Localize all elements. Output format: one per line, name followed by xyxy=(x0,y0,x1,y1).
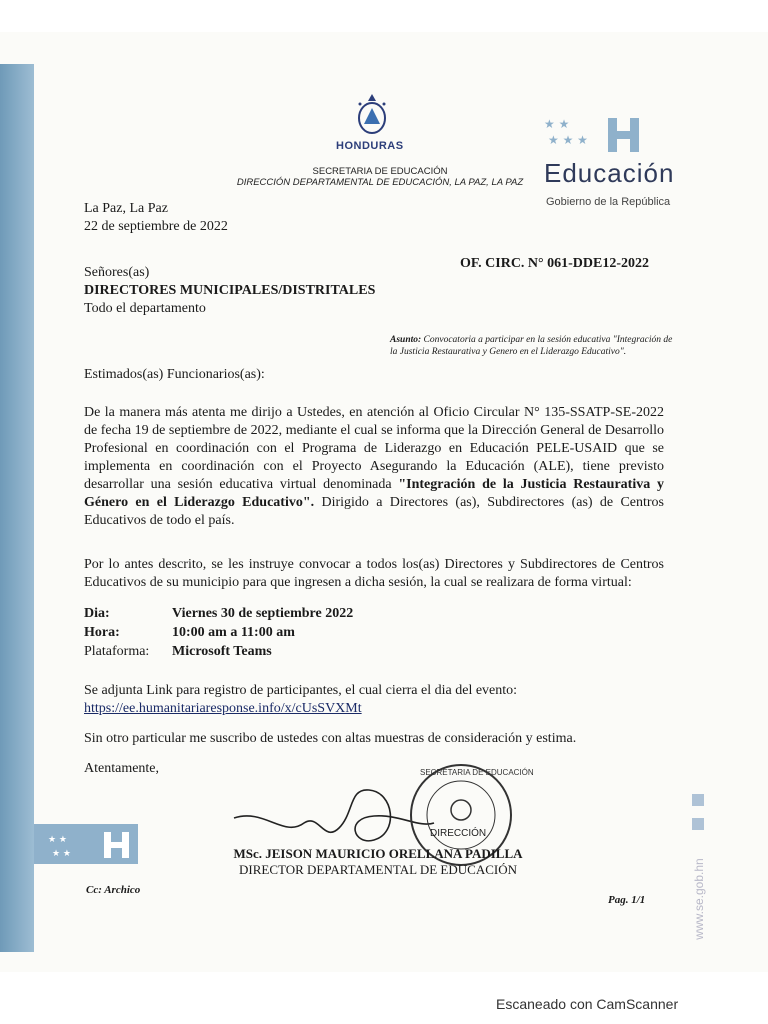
date: 22 de septiembre de 2022 xyxy=(84,219,228,234)
paragraph-1 xyxy=(84,404,664,530)
place: La Paz, La Paz xyxy=(84,201,168,216)
paragraph1-session-title: "Integración de la Justicia Restaurativa y Género en el Liderazgo Educativo". xyxy=(84,477,664,510)
signer-name: MSc. JEISON MAURICIO ORELLANA PADILLA xyxy=(233,846,523,861)
camscanner-watermark: Escaneado con CamScanner xyxy=(496,996,679,1012)
recipient-block xyxy=(84,264,375,318)
recipient-line3: Todo el departamento xyxy=(84,301,206,316)
detail-label: Hora: xyxy=(84,625,120,640)
education-logo-subtitle: Gobierno de la República xyxy=(546,196,671,208)
event-details xyxy=(84,604,353,661)
detail-row-dia xyxy=(84,604,353,623)
detail-label: Plataforma: xyxy=(84,644,150,659)
atentamente: Atentamente, xyxy=(84,761,160,776)
link-intro: Se adjunta Link para registro de participantes, el cual cierra el dia del evento: xyxy=(84,683,518,698)
direccion-label: DIRECCIÓN DEPARTAMENTAL DE EDUCACIÓN, LA PAZ, LA PAZ xyxy=(236,177,524,188)
education-logo-icon xyxy=(544,116,654,156)
cc-line: Cc: Archico xyxy=(86,884,141,896)
registration-link[interactable]: https://ee.humanitariaresponse.info/x/cUsSVXMt xyxy=(84,701,362,716)
decor-square-icon xyxy=(692,818,704,830)
place-date xyxy=(84,200,228,236)
detail-label: Dia: xyxy=(84,606,110,621)
paragraph1-start: De la manera más atenta me dirijo a Ustedes, en atención al Oficio Circular N° 135-SSATP-SE-2022 de fecha 19 de septiembre de 2022, mediante el cual se informa que la Dirección General de Desarrollo Profesional en coordinación con el Programa de Liderazgo en Educación PELE-USAID que se implementa en coordinación con el Proyecto Asegurando la Educación (ALE), tiene previsto desarrollar una sesión educativa virtual denominada xyxy=(84,405,664,492)
detail-row-plataforma xyxy=(84,642,353,661)
detail-value: Viernes 30 de septiembre 2022 xyxy=(172,606,354,621)
svg-text:★ ★: ★ ★ xyxy=(544,117,570,131)
decor-square-icon xyxy=(692,794,704,806)
detail-row-hora xyxy=(84,623,353,642)
left-decorative-band xyxy=(0,64,34,952)
asunto-text: Convocatoria a participar en la sesión educativa "Integración de la Justicia Restaurativa y Genero en el Liderazgo Educativo". xyxy=(390,335,673,357)
page-number: Pag. 1/1 xyxy=(608,894,646,906)
link-paragraph xyxy=(84,682,517,718)
greeting: Estimados(as) Funcionarios(as): xyxy=(84,367,265,382)
detail-value: 10:00 am a 11:00 am xyxy=(172,625,295,640)
honduras-label: HONDURAS xyxy=(336,140,404,152)
svg-text:★ ★: ★ ★ xyxy=(48,835,67,845)
stamp-text-center: DIRECCIÓN xyxy=(430,828,487,839)
signer-block xyxy=(208,846,548,878)
svg-text:★ ★ ★: ★ ★ ★ xyxy=(548,133,588,147)
reference-number: OF. CIRC. N° 061-DDE12-2022 xyxy=(460,256,650,271)
stamp-text-top: SECRETARIA DE EDUCACIÓN xyxy=(420,768,534,777)
recipient-line2: DIRECTORES MUNICIPALES/DISTRITALES xyxy=(84,283,376,298)
recipient-line1: Señores(as) xyxy=(84,265,150,280)
h-logo-footer-icon xyxy=(34,824,138,864)
detail-value: Microsoft Teams xyxy=(172,644,272,659)
secretaria-label: SECRETARIA DE EDUCACIÓN xyxy=(312,166,448,177)
svg-text:★ ★: ★ ★ xyxy=(52,849,71,859)
signer-title: DIRECTOR DEPARTAMENTAL DE EDUCACIÓN xyxy=(239,862,517,877)
asunto-block xyxy=(390,334,680,358)
paragraph1-end: Dirigido a Directores (as), Subdirectores (as) de Centros Educativos de todo el país. xyxy=(84,495,664,528)
education-logo-title: Educación xyxy=(544,158,675,188)
side-website: www.se.gob.hn xyxy=(692,858,706,940)
honduras-crest-icon xyxy=(350,92,394,138)
closing-sentence: Sin otro particular me suscribo de ustedes con altas muestras de consideración y estima. xyxy=(84,731,577,746)
secretaria-header xyxy=(224,166,536,188)
asunto-label: Asunto: xyxy=(390,335,422,345)
paragraph-2: Por lo antes descrito, se les instruye convocar a todos los(as) Directores y Subdirectores de Centros Educativos de su municipio para que ingresen a dicha sesión, la cual se realizara de forma virtual: xyxy=(84,557,664,590)
